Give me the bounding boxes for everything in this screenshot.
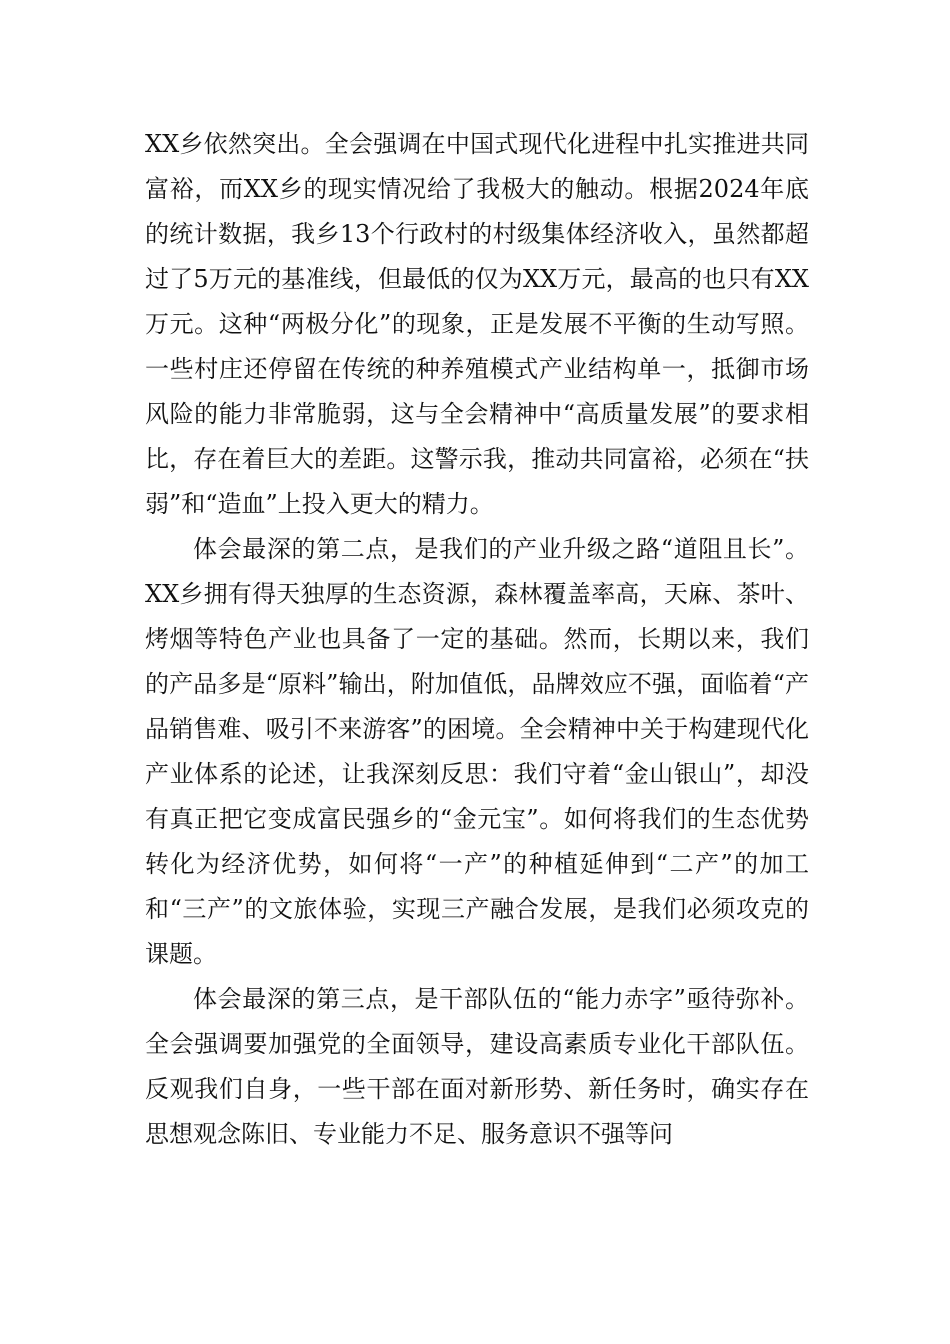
paragraph-continued: XX乡依然突出。全会强调在中国式现代化进程中扎实推进共同富裕，而XX乡的现实情况给了我极大的触动。根据2024年底的统计数据，我乡13个行政村的村级集体经济收入，虽然都超过了5万元的基准线，但最低的仅为XX万元，最高的也只有XX万元。这种“两极分化”的现象，正是发展不平衡的生动写照。一些村庄还停留在传统的种养殖模式产业结构单一，抵御市场风险的能力非常脆弱，这与全会精神中“高质量发展”的要求相比，存在着巨大的差距。这警示我，推动共同富裕，必须在“扶弱”和“造血”上投入更大的精力。 xyxy=(145,130,809,518)
paragraph-third-point: 体会最深的第三点，是干部队伍的“能力赤字”亟待弥补。全会强调要加强党的全面领导，建设高素质专业化干部队伍。反观我们自身，一些干部在面对新形势、新任务时，确实存在思想观念陈旧、专业能力不足、服务意识不强等问 xyxy=(145,985,809,1148)
paragraph-second-point: 体会最深的第二点，是我们的产业升级之路“道阻且长”。XX乡拥有得天独厚的生态资源，森林覆盖率高，天麻、茶叶、烤烟等特色产业也具备了一定的基础。然而，长期以来，我们的产品多是“原料”输出，附加值低，品牌效应不强，面临着“产品销售难、吸引不来游客”的困境。全会精神中关于构建现代化产业体系的论述，让我深刻反思：我们守着“金山银山”，却没有真正把它变成富民强乡的“金元宝”。如何将我们的生态优势转化为经济优势，如何将“一产”的种植延伸到“二产”的加工和“三产”的文旅体验，实现三产融合发展，是我们必须攻克的课题。 xyxy=(145,535,809,968)
document-page xyxy=(145,122,809,1157)
